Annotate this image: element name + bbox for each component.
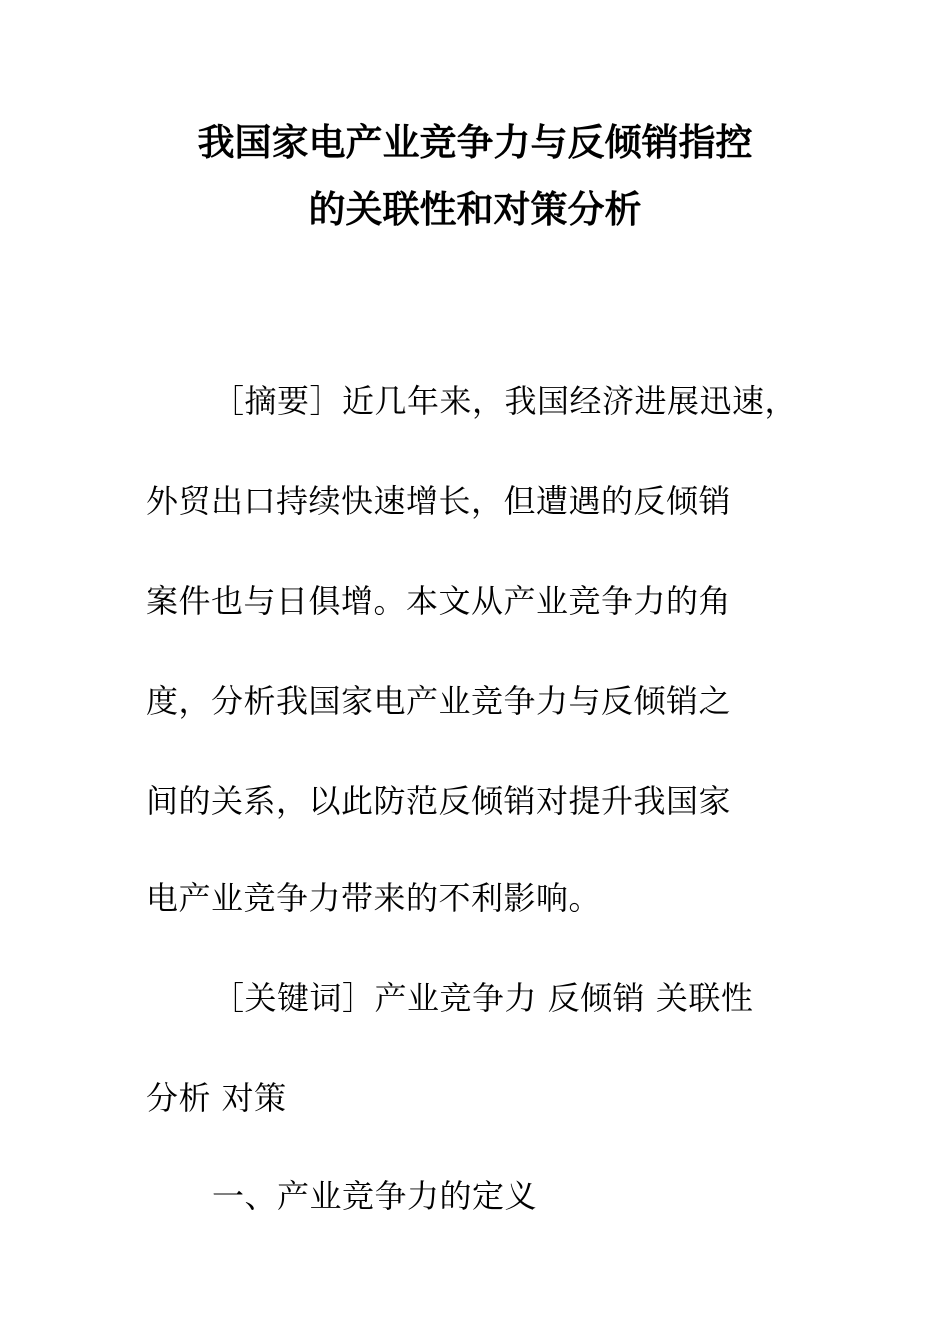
section-heading-1: 一、产业竞争力的定义 [212,1177,538,1215]
title-line-1: 我国家电产业竞争力与反倾销指控 [197,121,753,164]
keywords-line-2: 分析 对策 [146,1079,287,1117]
abstract-line-4: 度，分析我国家电产业竞争力与反倾销之 [146,682,732,720]
abstract-line-2: 外贸出口持续快速增长，但遭遇的反倾销 [146,482,732,520]
abstract-line-5: 间的关系，以此防范反倾销对提升我国家 [146,782,732,820]
title-line-2: 的关联性和对策分析 [308,188,642,231]
abstract-line-6: 电产业竞争力带来的不利影响。 [146,879,602,917]
document-title [0,121,950,231]
abstract-line-3: 案件也与日俱增。本文从产业竞争力的角 [146,582,732,620]
abstract-line-1: ［摘要］近几年来，我国经济进展迅速， [212,382,798,420]
keywords-line-1: ［关键词］产业竞争力 反倾销 关联性 [212,979,754,1017]
